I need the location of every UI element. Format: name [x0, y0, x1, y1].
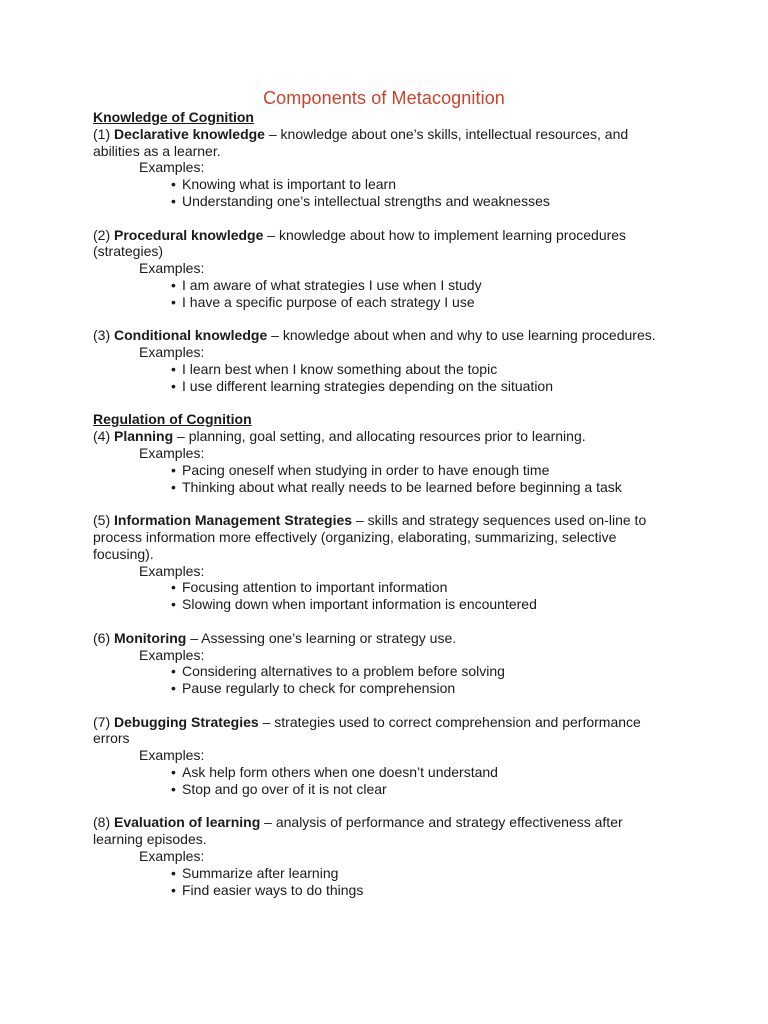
- item-definition-line: [93, 512, 673, 562]
- item-term: Conditional knowledge: [114, 327, 268, 344]
- example-item: • I am aware of what strategies I use when I study: [171, 277, 673, 294]
- item-number: (6): [93, 629, 111, 646]
- item-definition-line: [93, 327, 673, 344]
- item-conditional-knowledge: [93, 327, 673, 394]
- item-term: Debugging Strategies: [114, 713, 259, 730]
- example-item: • I use different learning strategies depending on the situation: [171, 378, 673, 395]
- item-definition: – analysis of performance and strategy effectiveness after learning episodes.: [93, 814, 623, 848]
- item-term: Planning: [114, 428, 174, 445]
- item-definition: – planning, goal setting, and allocating resources prior to learning.: [177, 428, 586, 445]
- item-planning: [93, 428, 673, 495]
- example-item: • Stop and go over of it is not clear: [171, 781, 673, 798]
- examples-label: Examples:: [139, 646, 205, 663]
- section-knowledge-of-cognition: [93, 109, 673, 395]
- example-item: • I learn best when I know something about the topic: [171, 361, 673, 378]
- item-number: (2): [93, 226, 111, 243]
- examples-label: Examples:: [139, 747, 205, 764]
- examples-list: [93, 764, 673, 798]
- item-definition: – knowledge about how to implement learning procedures (strategies): [93, 226, 627, 260]
- examples-list: [93, 579, 673, 613]
- example-item: • Pause regularly to check for comprehension: [171, 680, 673, 697]
- examples-list: [93, 176, 673, 210]
- section-regulation-of-cognition: [93, 411, 673, 898]
- section-heading: Regulation of Cognition: [93, 411, 252, 428]
- item-number: (8): [93, 814, 111, 831]
- examples-list: [93, 865, 673, 899]
- item-term: Procedural knowledge: [114, 226, 264, 243]
- examples-label: Examples:: [139, 444, 205, 461]
- example-item: • Focusing attention to important information: [171, 579, 673, 596]
- examples-list: [93, 462, 673, 496]
- item-number: (1): [93, 125, 111, 142]
- item-number: (3): [93, 327, 111, 344]
- item-definition: – knowledge about one’s skills, intellectual resources, and abilities as a learner.: [93, 125, 629, 159]
- item-term: Evaluation of learning: [114, 814, 261, 831]
- example-item: • Summarize after learning: [171, 865, 673, 882]
- item-number: (7): [93, 713, 111, 730]
- item-definition: – knowledge about when and why to use learning procedures.: [271, 327, 656, 344]
- item-number: (5): [93, 512, 111, 529]
- examples-label: Examples:: [139, 344, 205, 361]
- item-definition: – skills and strategy sequences used on-line to process information more effectively (organizing, elaborating, summarizing, selective focusing).: [93, 512, 647, 562]
- examples-label: Examples:: [139, 260, 205, 277]
- document-body: [93, 109, 673, 915]
- examples-list: [93, 361, 673, 395]
- item-procedural-knowledge: [93, 227, 673, 311]
- example-item: • Find easier ways to do things: [171, 882, 673, 899]
- example-item: • Ask help form others when one doesn’t understand: [171, 764, 673, 781]
- item-definition-line: [93, 227, 673, 261]
- examples-list: [93, 277, 673, 311]
- section-heading: Knowledge of Cognition: [93, 109, 254, 125]
- example-item: • Thinking about what really needs to be learned before beginning a task: [171, 479, 673, 496]
- example-item: • I have a specific purpose of each strategy I use: [171, 294, 673, 311]
- item-definition: – strategies used to correct comprehension and performance errors: [93, 713, 641, 747]
- example-item: • Knowing what is important to learn: [171, 176, 673, 193]
- item-number: (4): [93, 428, 111, 445]
- item-definition-line: [93, 814, 673, 848]
- item-definition-line: [93, 630, 673, 647]
- item-declarative-knowledge: [93, 126, 673, 210]
- examples-label: Examples:: [139, 848, 205, 865]
- item-definition-line: [93, 126, 673, 160]
- item-term: Monitoring: [114, 629, 187, 646]
- item-evaluation-of-learning: [93, 814, 673, 898]
- examples-label: Examples:: [139, 562, 205, 579]
- item-term: Information Management Strategies: [114, 512, 353, 529]
- item-definition-line: [93, 428, 673, 445]
- examples-label: Examples:: [139, 159, 205, 176]
- examples-list: [93, 663, 673, 697]
- item-definition: – Assessing one’s learning or strategy use.: [190, 629, 457, 646]
- example-item: • Considering alternatives to a problem before solving: [171, 663, 673, 680]
- example-item: • Pacing oneself when studying in order to have enough time: [171, 462, 673, 479]
- item-debugging-strategies: [93, 714, 673, 798]
- item-definition-line: [93, 714, 673, 748]
- example-item: • Slowing down when important information is encountered: [171, 596, 673, 613]
- example-item: • Understanding one’s intellectual strengths and weaknesses: [171, 193, 673, 210]
- item-information-management-strategies: [93, 512, 673, 613]
- page-title: Components of Metacognition: [263, 88, 505, 108]
- item-monitoring: [93, 630, 673, 697]
- item-term: Declarative knowledge: [114, 125, 265, 142]
